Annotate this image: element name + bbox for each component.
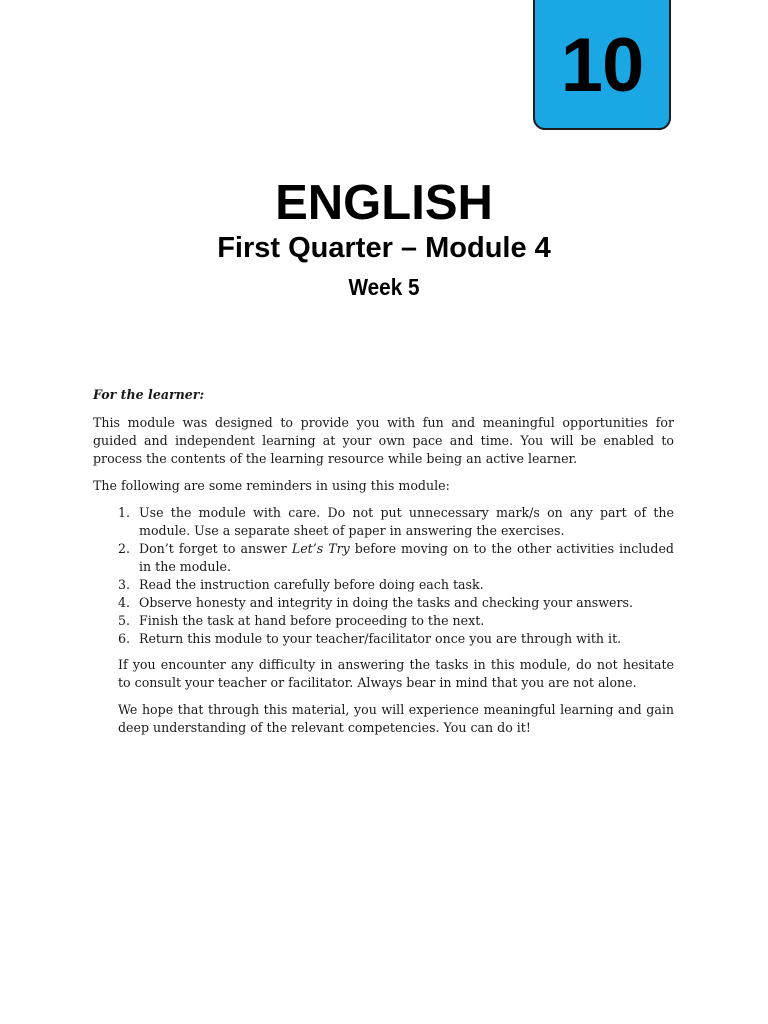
list-item bbox=[118, 576, 674, 594]
list-text-end: before moving on to the other activities included in the module. bbox=[139, 541, 674, 574]
closing-paragraph: We hope that through this material, you will experience meaningful learning and gain deep understanding of the relevant competencies. You can do it! bbox=[118, 702, 674, 735]
list-text: Observe honesty and integrity in doing the tasks and checking your answers. bbox=[139, 595, 633, 610]
list-item bbox=[118, 630, 674, 648]
list-number: 5. bbox=[118, 613, 131, 628]
difficulty-note: If you encounter any difficulty in answering the tasks in this module, do not hesitate to consult your teacher or facilitator. Always bear in mind that you are not alone. bbox=[118, 657, 674, 690]
intro-paragraph: This module was designed to provide you with fun and meaningful opportunities for guided and independent learning at your own pace and time. You will be enabled to process the contents of the learning resource while being an active learner. bbox=[93, 415, 674, 466]
list-number: 1. bbox=[118, 505, 131, 520]
list-text-start: Don’t forget to answer bbox=[139, 541, 292, 556]
week-title: Week 5 bbox=[348, 274, 420, 300]
list-item bbox=[118, 540, 674, 576]
grade-badge bbox=[533, 0, 671, 130]
list-item bbox=[118, 594, 674, 612]
grade-number: 10 bbox=[560, 23, 644, 108]
list-number: 6. bbox=[118, 631, 131, 646]
quarter-module-title: First Quarter – Module 4 bbox=[217, 232, 551, 264]
subject-title: ENGLISH bbox=[275, 176, 493, 230]
learner-heading: For the learner: bbox=[93, 387, 205, 402]
list-number: 2. bbox=[118, 541, 131, 556]
list-number: 4. bbox=[118, 595, 131, 610]
list-text: Finish the task at hand before proceeding to the next. bbox=[139, 613, 485, 628]
reminders-list bbox=[93, 504, 674, 648]
learner-section bbox=[93, 386, 674, 746]
list-item bbox=[118, 504, 674, 540]
list-number: 3. bbox=[118, 577, 131, 592]
reminders-lead: The following are some reminders in using this module: bbox=[93, 478, 450, 493]
list-text: Return this module to your teacher/facilitator once you are through with it. bbox=[139, 631, 622, 646]
list-text: Read the instruction carefully before doing each task. bbox=[139, 577, 484, 592]
list-text: Use the module with care. Do not put unnecessary mark/s on any part of the module. Use a separate sheet of paper in answering the exercises. bbox=[139, 505, 674, 538]
list-item bbox=[118, 612, 674, 630]
lets-try-emphasis: Let’s Try bbox=[291, 541, 350, 556]
